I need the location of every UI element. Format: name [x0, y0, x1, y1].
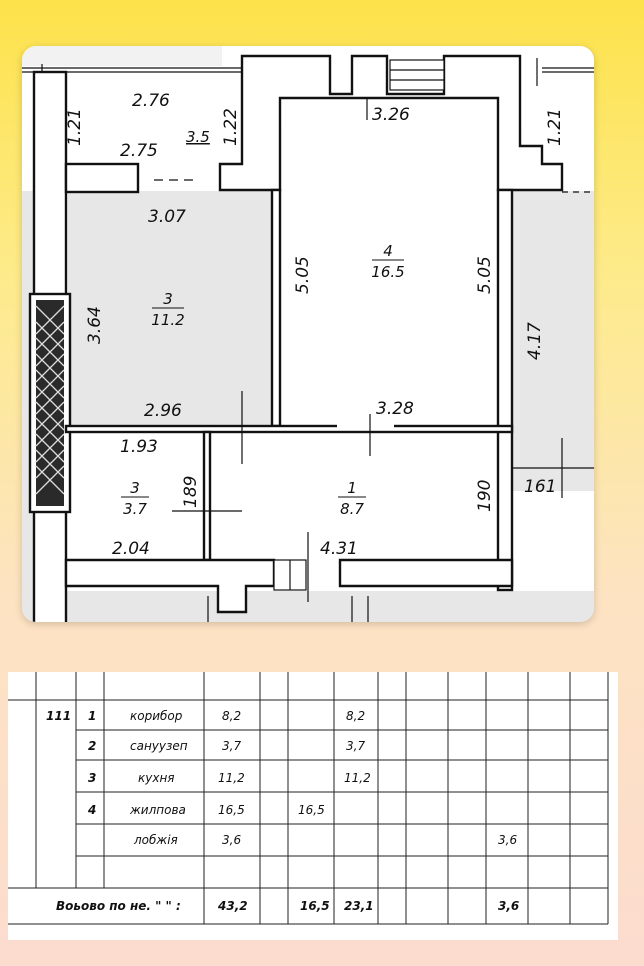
- room-number: 3: [130, 479, 140, 497]
- top-strip: [22, 46, 222, 66]
- room-area: 16.5: [371, 263, 405, 281]
- dim-living-bottom-width: 3.28: [376, 399, 414, 419]
- table-row: [88, 771, 371, 785]
- room-number: 4: [383, 242, 393, 260]
- room-name: сануузеп: [130, 739, 188, 753]
- dim-left-wall: 1.21: [65, 108, 85, 146]
- room-area: 8.7: [340, 500, 364, 518]
- window: [390, 60, 444, 90]
- room-area: 3.7: [123, 500, 147, 518]
- total-area: 8,2: [222, 709, 242, 723]
- room-area-table: [8, 672, 618, 940]
- room-area-table-sheet: [8, 672, 618, 940]
- table-row: [133, 833, 517, 847]
- room-label-bathroom: [121, 479, 149, 518]
- floor-plan-card: [22, 46, 594, 622]
- radiator: [36, 300, 64, 506]
- room-number: 3: [88, 771, 97, 785]
- total-area: 16,5: [218, 803, 245, 817]
- table-row: [46, 709, 365, 723]
- totals-loggia-area: 3,6: [498, 899, 520, 913]
- dim-kitchen-width: 3.07: [148, 207, 186, 227]
- dim-bath-height: 189: [181, 475, 201, 508]
- total-area: 11,2: [218, 771, 245, 785]
- table-row: [88, 739, 365, 753]
- dim-top-left-lower: 2.75: [120, 141, 158, 161]
- dim-right-side-offset: 161: [524, 477, 557, 497]
- table-grid: [8, 672, 608, 924]
- totals-total-area: 43,2: [218, 899, 248, 913]
- dim-bath-bottom-width: 2.04: [112, 539, 150, 559]
- totals-label: Воьово по не. " " :: [56, 899, 181, 913]
- apt-number: 111: [46, 709, 72, 723]
- room-number: 4: [88, 803, 97, 817]
- room-label-living: [371, 242, 404, 281]
- room-name: лобжія: [134, 833, 178, 847]
- dim-corridor-height: 190: [475, 479, 495, 512]
- room-number: 2: [88, 739, 97, 753]
- room-number: 1: [347, 479, 357, 497]
- bottom-wall-right: [340, 560, 512, 586]
- dim-corridor-width: 4.31: [320, 539, 358, 559]
- living-area: 16,5: [298, 803, 325, 817]
- total-area: 3,7: [222, 739, 242, 753]
- room-number: 1: [88, 709, 97, 723]
- dim-mid-wall: 1.22: [221, 108, 241, 146]
- total-area: 3,6: [222, 833, 242, 847]
- table-row: [87, 803, 325, 817]
- totals-aux-area: 23,1: [344, 899, 374, 913]
- room-name: кухня: [138, 771, 175, 785]
- room-area: 11.2: [151, 311, 185, 329]
- partition-wall: [272, 190, 280, 426]
- dim-kitchen-height: 3.64: [85, 306, 105, 344]
- room-number: 3: [163, 290, 173, 308]
- room-name: жилпова: [130, 803, 186, 817]
- aux-area: 3,7: [346, 739, 366, 753]
- loggia-area: 3.5: [186, 128, 210, 146]
- dim-living-left-height: 5.05: [293, 256, 313, 294]
- middle-partition: [66, 426, 512, 432]
- floor-plan: [22, 46, 594, 622]
- room-name: корибор: [130, 709, 183, 723]
- totals-living-area: 16,5: [300, 899, 330, 913]
- kitchen-top-wall: [66, 164, 138, 192]
- dim-living-right-height: 5.05: [475, 256, 495, 294]
- dim-kitchen-bottom-width: 2.96: [144, 401, 182, 421]
- aux-area: 11,2: [344, 771, 371, 785]
- dim-top-right-span: 3.26: [372, 105, 410, 125]
- dim-right-wall: 1.21: [545, 108, 565, 146]
- bath-partition: [204, 432, 210, 560]
- room-label-corridor: [338, 479, 366, 518]
- dim-bath-top-width: 1.93: [120, 437, 158, 457]
- right-wall: [498, 190, 512, 590]
- loggia-area: 3,6: [498, 833, 518, 847]
- dim-right-outer-height: 4.17: [525, 322, 545, 360]
- aux-area: 8,2: [346, 709, 366, 723]
- dim-top-left-upper: 2.76: [132, 91, 170, 111]
